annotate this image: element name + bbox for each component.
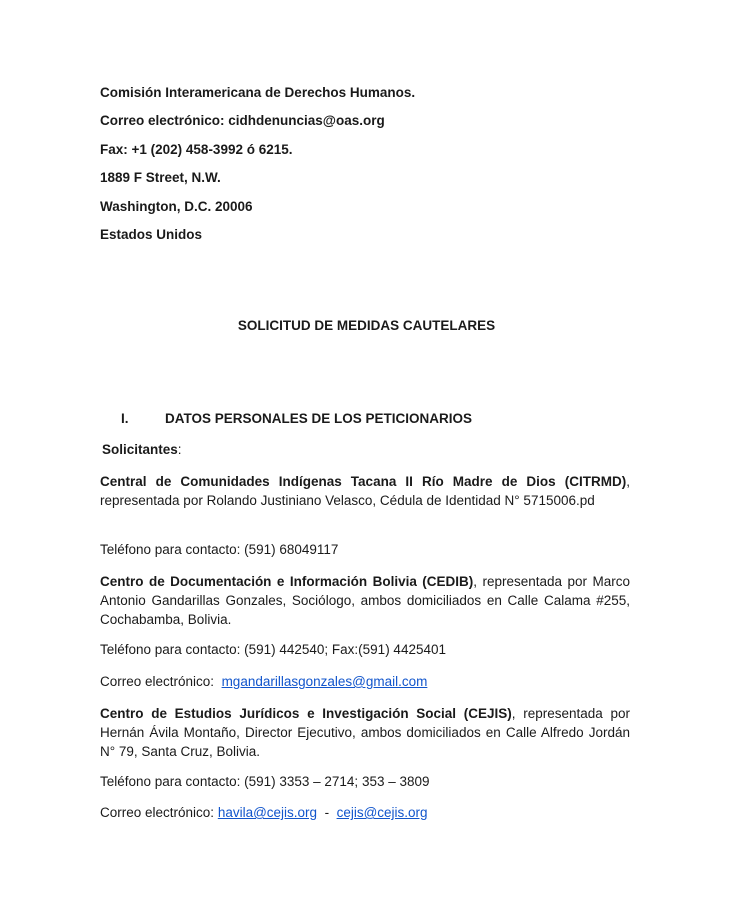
document-title: SOLICITUD DE MEDIDAS CAUTELARES [237, 318, 496, 333]
entry-cejis-phone: Teléfono para contacto: (591) 3353 – 2714; 353 – 3809 [100, 774, 430, 789]
entry-cejis-email-link-2[interactable]: cejis@cejis.org [336, 805, 428, 820]
address-line-commission: Comisión Interamericana de Derechos Humanos. [100, 85, 416, 100]
entry-citrmd-name: Central de Comunidades Indígenas Tacana II Río Madre de Dios (CITRMD) [100, 474, 627, 489]
entry-citrmd [100, 472, 630, 510]
solicitantes-label: Solicitantes [102, 442, 178, 457]
entry-cejis-email-separator: - [317, 805, 337, 820]
entry-cedib [100, 572, 630, 629]
entry-cedib-email-link[interactable]: mgandarillasgonzales@gmail.com [221, 674, 428, 689]
entry-cedib-phone: Teléfono para contacto: (591) 442540; Fax:(591) 4425401 [100, 642, 446, 657]
entry-cejis-email-label: Correo electrónico: [100, 805, 218, 820]
address-line-street: 1889 F Street, N.W. [100, 170, 221, 185]
address-line-country: Estados Unidos [100, 227, 203, 242]
entry-cedib-text: , representada por Marco Antonio Gandarillas Gonzales, Sociólogo, ambos domiciliados en Calle Calama #255, Cochabamba, Bolivia. [100, 574, 630, 627]
entry-cejis-email-link-1[interactable]: havila@cejis.org [217, 805, 318, 820]
section-number: I. [121, 411, 129, 426]
entry-cejis-name: Centro de Estudios Jurídicos e Investigación Social (CEJIS) [100, 706, 512, 721]
address-line-city: Washington, D.C. 20006 [100, 199, 253, 214]
entry-cedib-name: Centro de Documentación e Información Bolivia (CEDIB) [100, 574, 474, 589]
entry-cejis [100, 704, 630, 761]
address-line-email: Correo electrónico: cidhdenuncias@oas.org [100, 113, 385, 128]
entry-cedib-email-row [100, 674, 427, 689]
address-line-fax: Fax: +1 (202) 458-3992 ó 6215. [100, 142, 293, 157]
solicitantes-colon: : [177, 442, 182, 457]
solicitantes-label-row [102, 442, 182, 457]
entry-citrmd-phone: Teléfono para contacto: (591) 68049117 [100, 542, 339, 557]
entry-citrmd-text: , representada por Rolando Justiniano Velasco, Cédula de Identidad N° 5715006.pd [100, 474, 630, 508]
entry-cejis-text: , representada por Hernán Ávila Montaño, Director Ejecutivo, ambos domiciliados en Calle Alfredo Jordán N° 79, Santa Cruz, Bolivia. [100, 706, 630, 759]
entry-cejis-email-row [100, 805, 428, 820]
section-heading: DATOS PERSONALES DE LOS PETICIONARIOS [165, 411, 473, 426]
entry-cedib-email-label: Correo electrónico: [100, 674, 222, 689]
